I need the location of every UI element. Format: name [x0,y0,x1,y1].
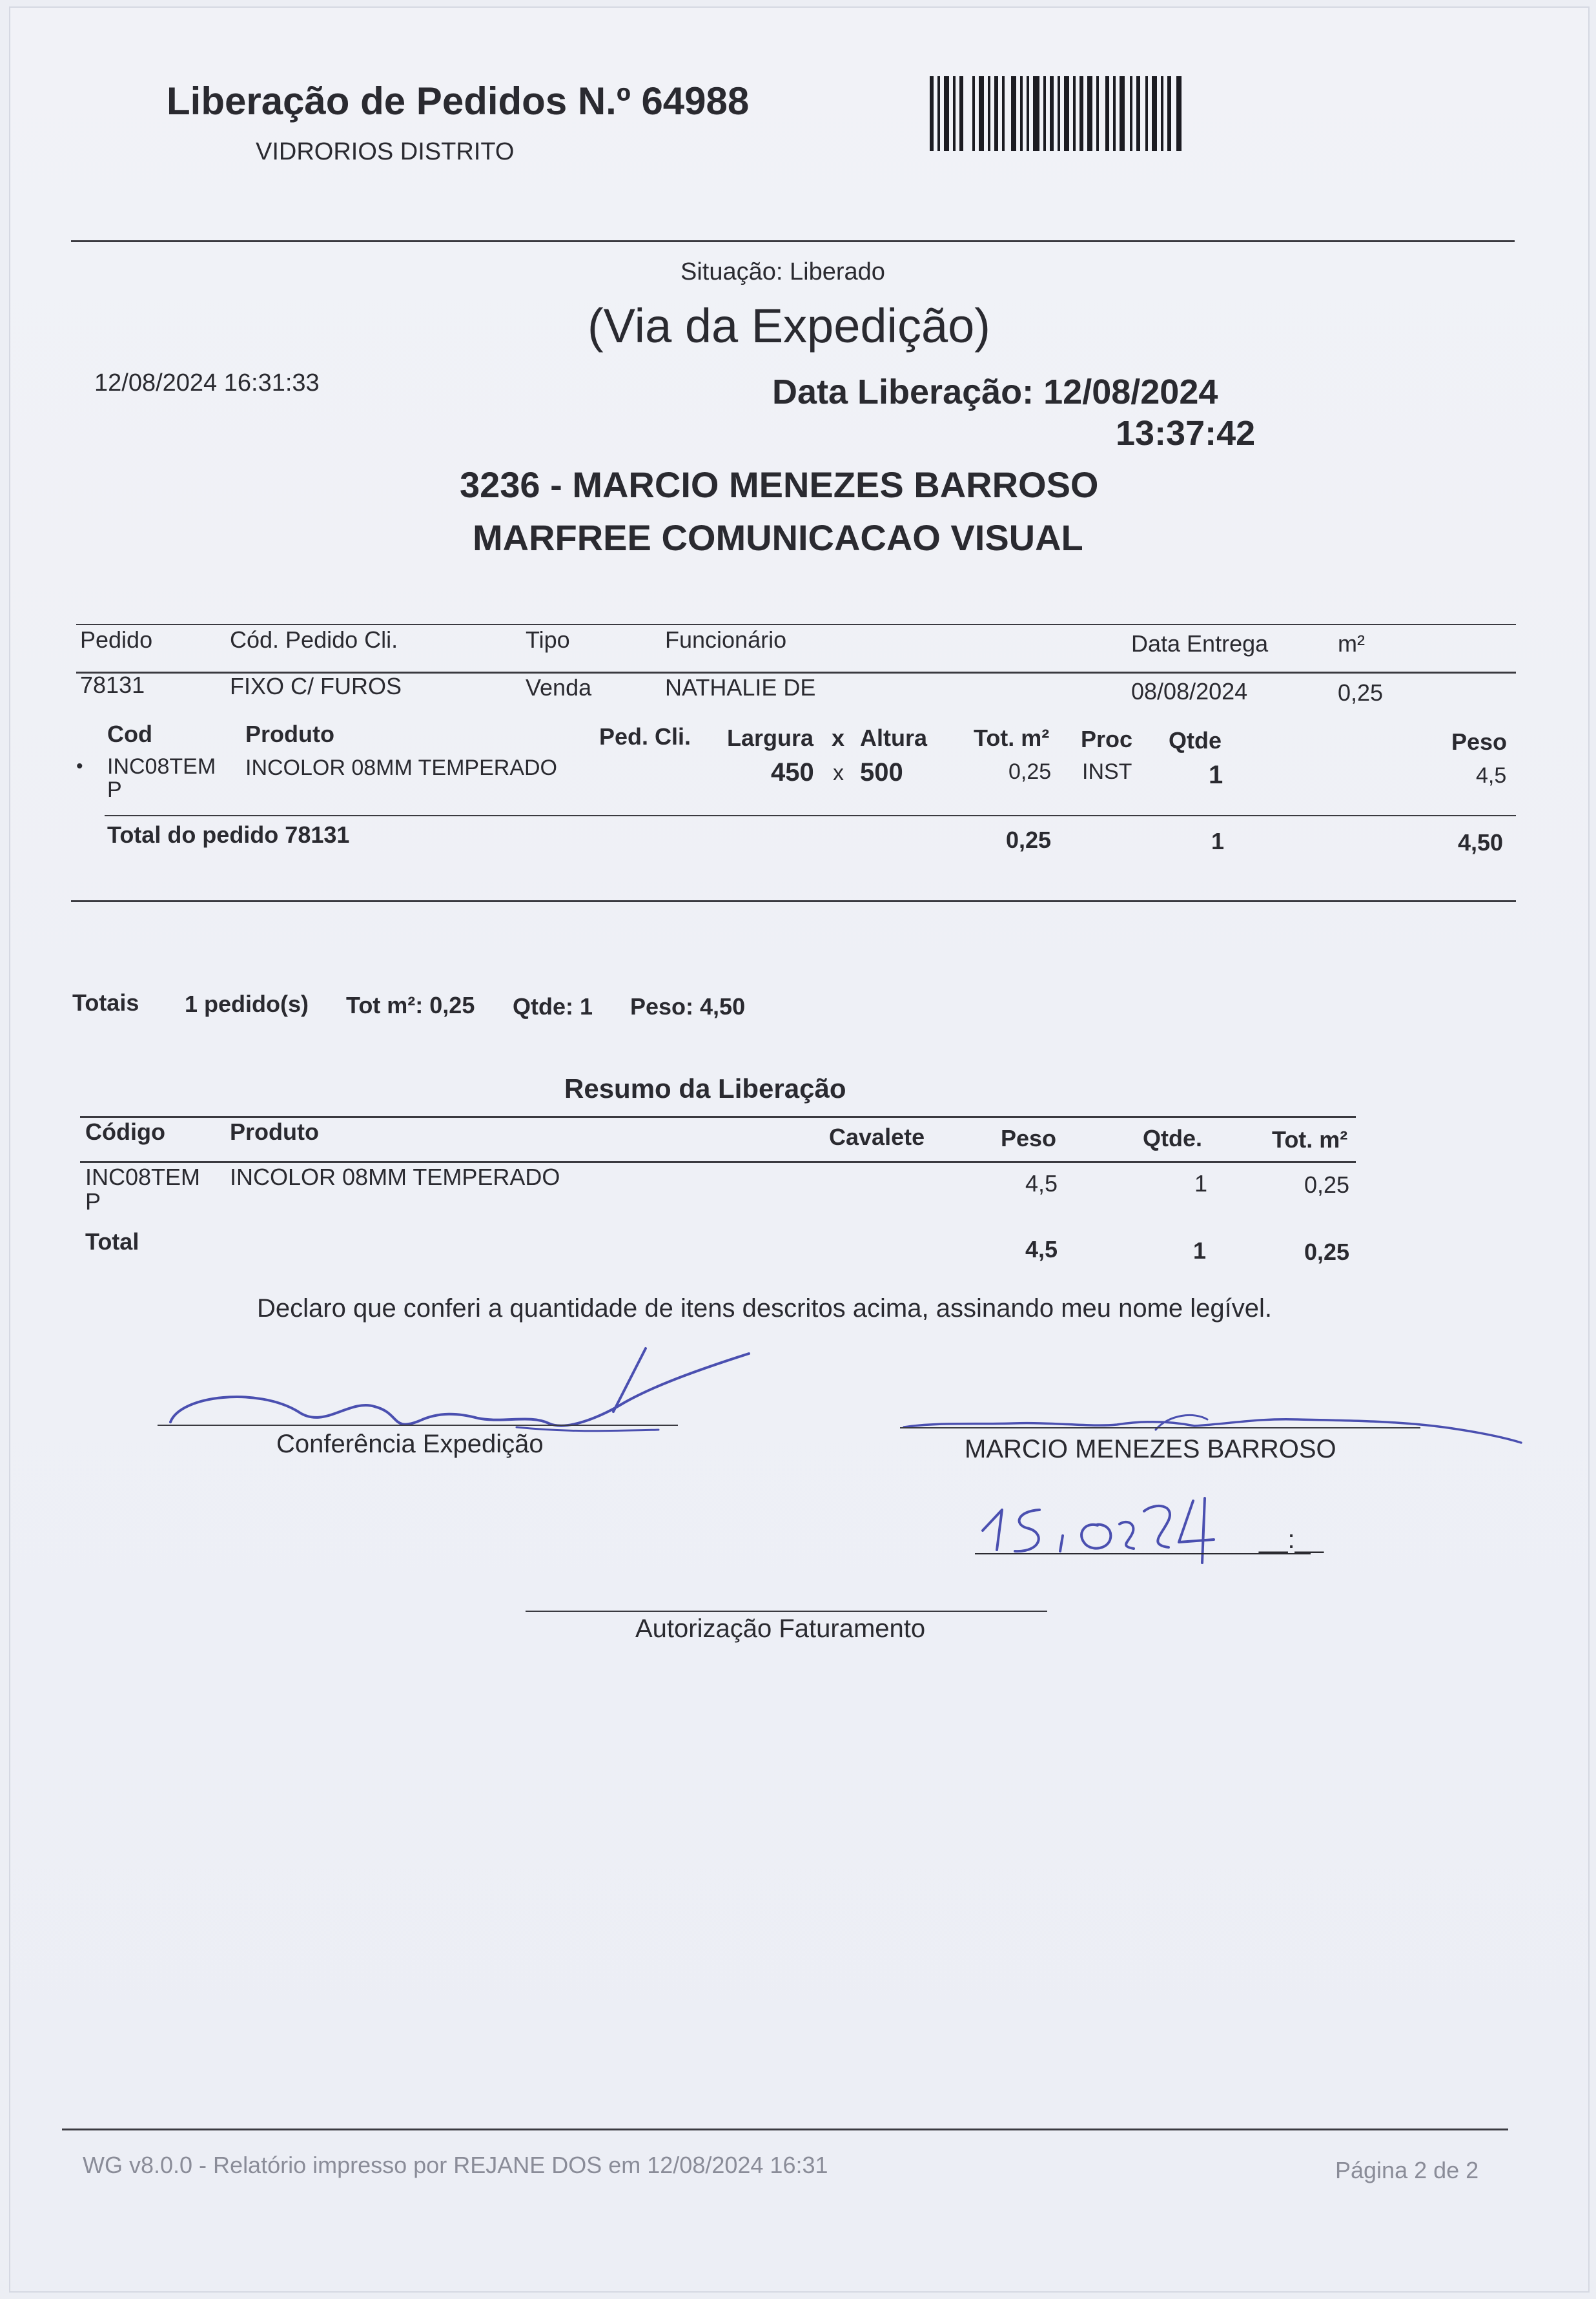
order-data-entrega: 08/08/2024 [1131,678,1248,705]
release-time: 13:37:42 [1116,414,1256,453]
totals-tot-m2: Tot m²: 0,25 [346,992,475,1018]
summary-header-produto: Produto [230,1119,319,1145]
handwritten-date-text [975,1485,977,1486]
summary-header-cavalete: Cavalete [829,1124,925,1150]
header-divider [71,240,1515,242]
time-blank: __:__ [1259,1525,1324,1554]
printed-datetime: 12/08/2024 16:31:33 [94,369,320,397]
item-proc: INST [1082,759,1132,784]
totals-qtde: Qtde: 1 [513,993,593,1020]
item-header-altura: Altura [860,725,928,751]
billing-signature-line [526,1611,1047,1612]
item-largura: 450 [771,758,814,787]
order-cod-pedido-cli: FIXO C/ FUROS [230,673,402,699]
summary-codigo-line-1: INC08TEM [85,1164,201,1190]
item-produto: INCOLOR 08MM TEMPERADO [245,756,558,780]
totals-label: Totais [72,989,139,1016]
summary-total-label: Total [85,1228,139,1255]
via-title: (Via da Expedição) [588,299,990,353]
client-signature-line [900,1427,1420,1428]
summary-header-qtde: Qtde. [1143,1125,1203,1151]
order-tipo: Venda [526,674,592,701]
col-header-cod-pedido-cli: Cód. Pedido Cli. [230,626,398,653]
order-total-peso: 4,50 [1458,829,1504,856]
summary-header-rule [80,1161,1356,1163]
release-date: Data Liberação: 12/08/2024 [772,373,1218,411]
expedition-signature [155,1335,762,1439]
client-line-1: 3236 - MARCIO MENEZES BARROSO [460,464,1099,505]
footer-rule [62,2129,1508,2130]
order-table-top-rule [76,624,1516,625]
item-header-proc: Proc [1081,726,1133,752]
summary-title: Resumo da Liberação [564,1073,846,1104]
item-header-peso: Peso [1451,728,1508,755]
col-header-m2: m² [1338,630,1365,657]
order-m2: 0,25 [1338,679,1384,706]
col-header-tipo: Tipo [526,626,570,653]
item-tot-m2: 0,25 [1008,759,1052,784]
billing-signature-label: Autorização Faturamento [635,1614,926,1643]
item-header-cod: Cod [107,721,152,747]
declaration-text: Declaro que conferi a quantidade de itens descritos acima, assinando meu nome legível. [257,1294,1273,1323]
item-cod-line-2: P [107,778,122,802]
item-peso: 4,5 [1476,763,1507,788]
totals-peso: Peso: 4,50 [630,993,746,1020]
order-total-m2: 0,25 [1006,827,1052,853]
expedition-signature-line [158,1425,678,1426]
status-text: Situação: Liberado [680,258,885,285]
order-total-qtde: 1 [1211,828,1225,854]
col-header-funcionario: Funcionário [665,626,787,653]
item-qtde: 1 [1209,761,1223,789]
item-header-tot-m2: Tot. m² [974,725,1050,751]
summary-produto: INCOLOR 08MM TEMPERADO [230,1164,560,1190]
item-header-qtde: Qtde [1169,727,1222,754]
summary-header-peso: Peso [1001,1125,1057,1151]
order-pedido: 78131 [80,672,145,698]
item-header-largura: Largura [727,725,814,751]
item-total-rule [105,815,1516,816]
barcode [930,76,1184,154]
order-total-label: Total do pedido 78131 [107,821,350,848]
expedition-signature-label: Conferência Expedição [276,1430,544,1458]
item-cod-line-1: INC08TEM [107,754,216,779]
totals-pedidos: 1 pedido(s) [185,991,309,1017]
col-header-data-entrega: Data Entrega [1131,630,1269,657]
summary-header-codigo: Código [85,1119,165,1145]
summary-qtde: 1 [1194,1170,1208,1197]
col-header-pedido: Pedido [80,626,153,653]
item-bullet: • [76,756,83,777]
summary-tot-m2: 0,25 [1304,1171,1350,1198]
summary-top-rule [80,1116,1356,1118]
item-header-ped-cli: Ped. Cli. [599,723,691,750]
client-line-2: MARFREE COMUNICACAO VISUAL [473,517,1083,558]
document-title: Liberação de Pedidos N.º 64988 [167,79,750,123]
order-funcionario: NATHALIE DE [665,674,816,701]
company-name: VIDRORIOS DISTRITO [256,138,515,165]
footer-print-info: WG v8.0.0 - Relatório impresso por REJANE DOS em 12/08/2024 16:31 [83,2152,828,2178]
summary-total-qtde: 1 [1193,1237,1207,1264]
summary-total-tot-m2: 0,25 [1304,1239,1350,1265]
client-signature-label: MARCIO MENEZES BARROSO [965,1435,1336,1463]
summary-header-tot-m2: Tot. m² [1272,1126,1348,1153]
summary-codigo-line-2: P [85,1188,101,1215]
summary-peso: 4,5 [1025,1170,1058,1197]
item-header-x: x [832,725,845,751]
summary-total-peso: 4,5 [1025,1236,1058,1263]
item-header-produto: Produto [245,721,334,747]
footer-page-number: Página 2 de 2 [1335,2157,1479,2183]
order-table-bottom-rule [71,900,1516,902]
item-x: x [833,761,844,785]
item-altura: 500 [860,758,903,787]
